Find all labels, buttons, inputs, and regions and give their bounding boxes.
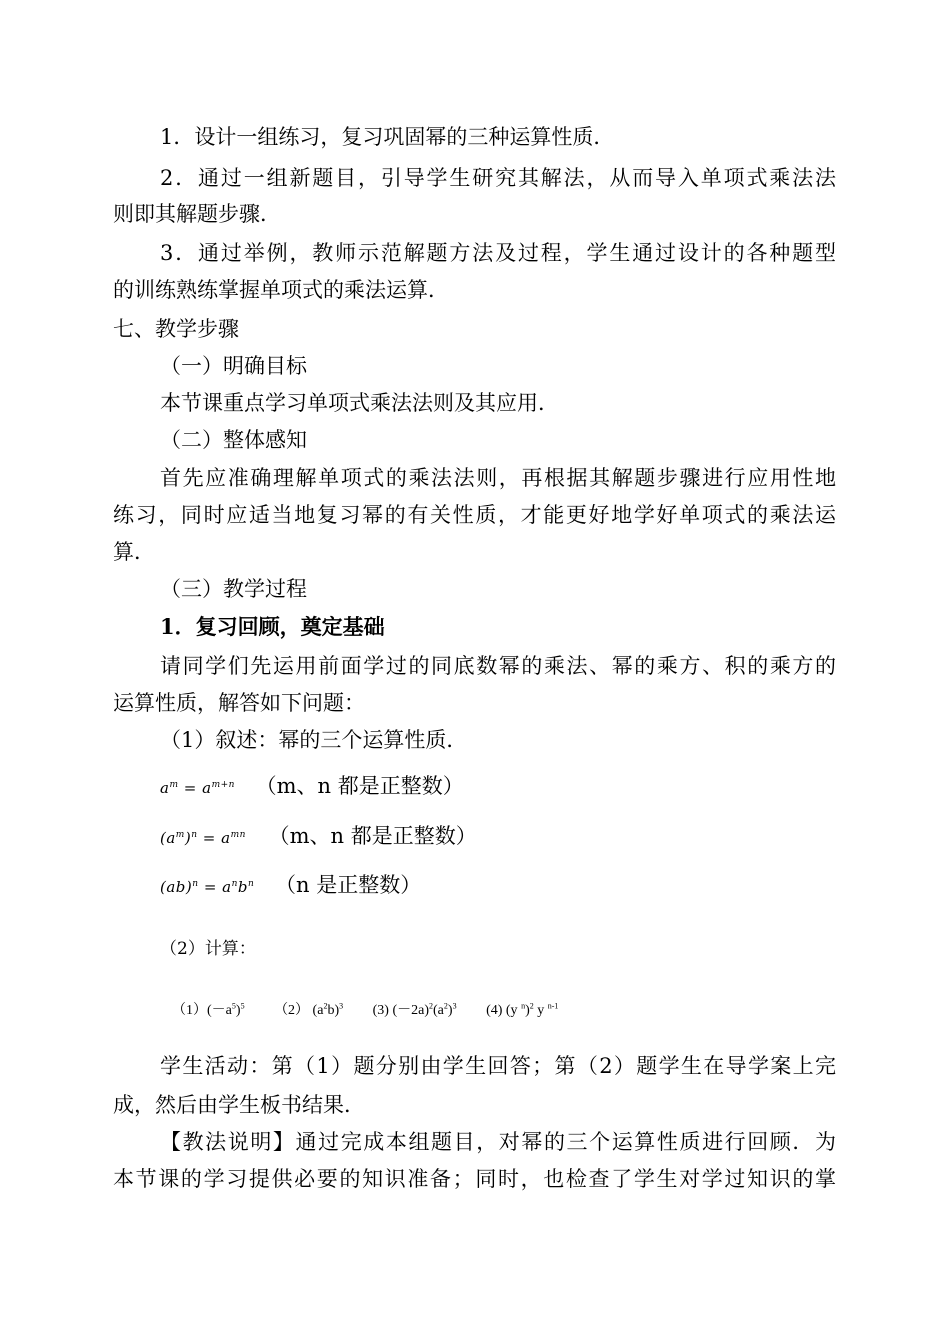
bold-heading-review: 1．复习回顾，奠定基础 bbox=[160, 614, 385, 639]
subsection-2-heading: （二）整体感知 bbox=[160, 428, 307, 452]
formula-1-math: $a^m = a^{m+n}$ bbox=[160, 779, 235, 797]
note-line-2: 本节课的学习提供必要的知识准备；同时，也检查了学生对学过知识的掌 bbox=[113, 1167, 836, 1191]
subsection-1-text: 本节课重点学习单项式乘法法则及其应用． bbox=[160, 391, 559, 415]
subsection-1-heading: （一）明确目标 bbox=[160, 354, 307, 378]
paragraph-2-line-1: 2．通过一组新题目，引导学生研究其解法，从而导入单项式乘法法 bbox=[160, 166, 836, 190]
formula-2-condition: （m、n 都是正整数） bbox=[268, 824, 477, 848]
question-1: （1）叙述：幂的三个运算性质． bbox=[160, 728, 468, 752]
formula-3 bbox=[160, 869, 421, 902]
note-line-1: 【教法说明】通过完成本组题目，对幂的三个运算性质进行回顾．为 bbox=[160, 1130, 836, 1154]
question-2: （2）计算： bbox=[160, 939, 256, 959]
formula-3-math: $(ab)^n = a^nb^n$ bbox=[160, 878, 255, 896]
subsection-2-line-2: 练习，同时应适当地复习幂的有关性质，才能更好地学好单项式的乘法运 bbox=[113, 503, 836, 527]
formula-1-condition: （m、n 都是正整数） bbox=[255, 774, 464, 798]
formula-3-condition: （n 是正整数） bbox=[275, 873, 422, 897]
formula-1 bbox=[160, 770, 464, 803]
formula-2-math: $(a^m)^n = a^{mn}$ bbox=[160, 829, 246, 847]
section-heading: 七、教学步骤 bbox=[113, 317, 239, 341]
paragraph-2-line-2: 则即其解题步骤． bbox=[113, 202, 281, 226]
formula-2 bbox=[160, 820, 477, 853]
paragraph-1: 1．设计一组练习，复习巩固幂的三种运算性质． bbox=[160, 125, 615, 149]
review-line-2: 运算性质，解答如下问题： bbox=[113, 691, 365, 715]
subsection-2-line-3: 算． bbox=[113, 540, 155, 564]
paragraph-3-line-2: 的训练熟练掌握单项式的乘法运算． bbox=[113, 278, 449, 302]
calc-problem-3: (3) $(-2a)^2(a^2)^3$ bbox=[372, 1001, 457, 1018]
activity-line-1: 学生活动：第（1）题分别由学生回答；第（2）题学生在导学案上完 bbox=[160, 1054, 836, 1078]
calc-problem-4: (4) (y $^n$)$^2$ y $^{n-1}$ bbox=[486, 1001, 559, 1018]
subsection-2-line-1: 首先应准确理解单项式的乘法法则，再根据其解题步骤进行应用性地 bbox=[160, 466, 836, 490]
review-line-1: 请同学们先运用前面学过的同底数幂的乘法、幂的乘方、积的乘方的 bbox=[160, 654, 836, 678]
calc-problem-1: $(1)(-a^5)^5$ bbox=[172, 1001, 245, 1018]
calc-problem-2: （2） $(a^2b)^3$ bbox=[274, 1001, 344, 1018]
activity-line-2: 成，然后由学生板书结果． bbox=[113, 1093, 365, 1117]
paragraph-3-line-1: 3．通过举例，教师示范解题方法及过程，学生通过设计的各种题型 bbox=[160, 241, 836, 265]
subsection-3-heading: （三）教学过程 bbox=[160, 577, 307, 601]
calculation-problems bbox=[172, 996, 584, 1021]
